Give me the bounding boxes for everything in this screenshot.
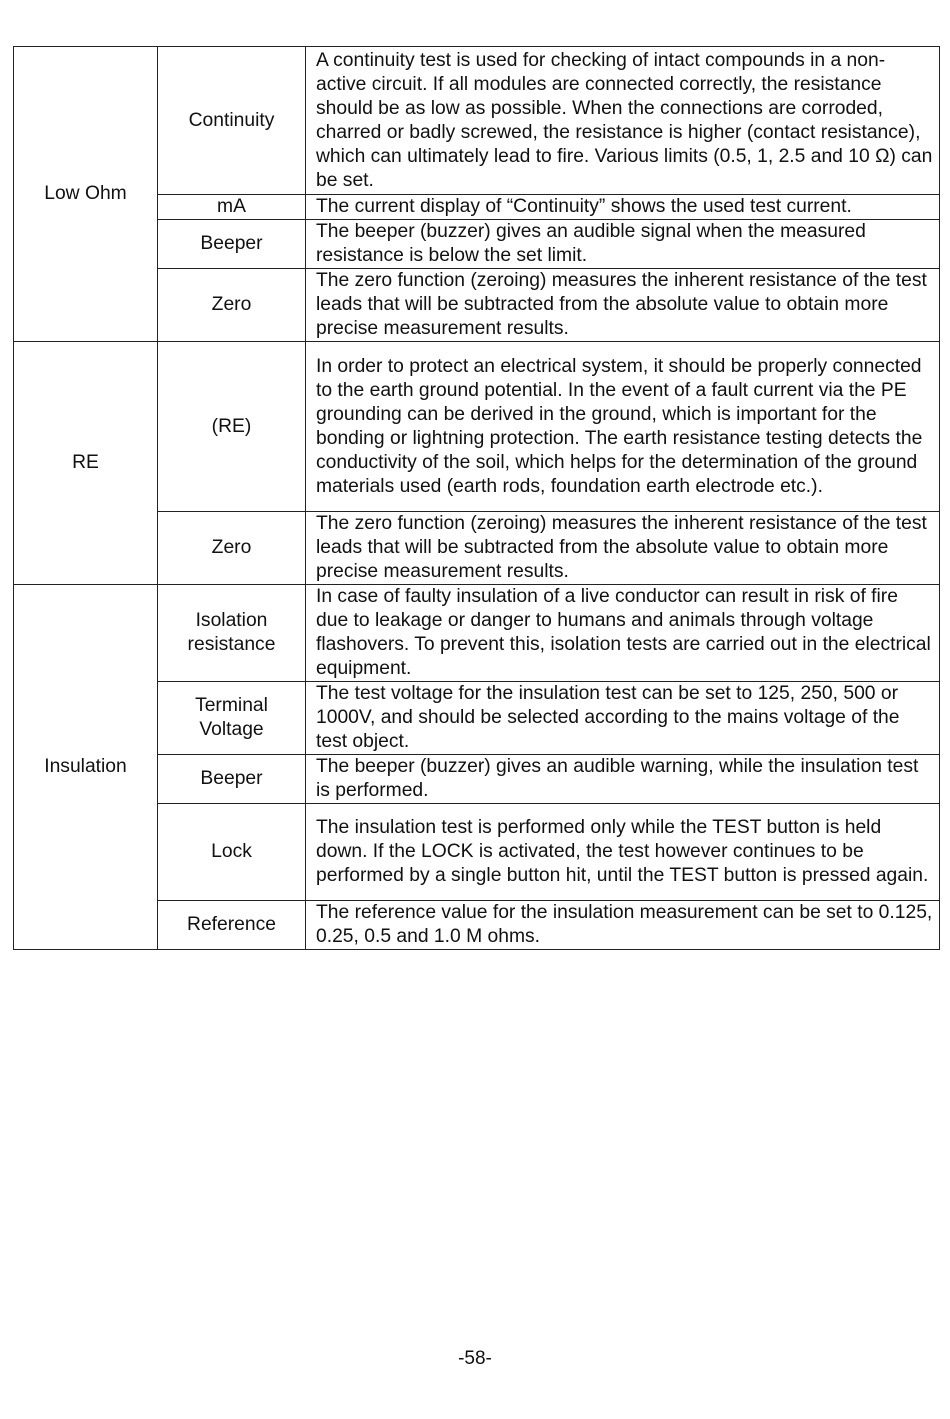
- function-description: The insulation test is performed only while the TEST button is held down. If the LOCK is activated, the test however continues to be performed by a single button hit, until the TEST button is pressed again.: [306, 804, 940, 901]
- function-name: Isolation resistance: [158, 585, 306, 682]
- page-number: -58-: [458, 1348, 492, 1369]
- function-description: In order to protect an electrical system, it should be properly connected to the earth ground potential. In the event of a fault current via the PE grounding can be derived in the ground, which is important for the bonding or lightning protection. The earth resistance testing detects the conductivity of the soil, which helps for the determination of the ground materials used (earth rods, foundation earth electrode etc.).: [306, 342, 940, 512]
- function-description: The beeper (buzzer) gives an audible warning, while the insulation test is performed.: [306, 755, 940, 804]
- group-label-low-ohm: Low Ohm: [14, 47, 158, 342]
- function-table: [13, 46, 940, 950]
- table-row: [14, 47, 940, 195]
- function-name: Reference: [158, 901, 306, 950]
- function-name: Beeper: [158, 220, 306, 269]
- function-description: A continuity test is used for checking of intact compounds in a non-active circuit. If all modules are connected correctly, the resistance should be as low as possible. When the connections are corroded, charred or badly screwed, the resistance is higher (contact resistance), which can ultimately lead to fire. Various limits (0.5, 1, 2.5 and 10 Ω) can be set.: [306, 47, 940, 195]
- function-description: The current display of “Continuity” shows the used test current.: [306, 195, 940, 220]
- group-label-insulation: Insulation: [14, 585, 158, 950]
- function-name: Beeper: [158, 755, 306, 804]
- function-description: The beeper (buzzer) gives an audible signal when the measured resistance is below the set limit.: [306, 220, 940, 269]
- table-row: [14, 342, 940, 512]
- group-label-re: RE: [14, 342, 158, 585]
- function-name: mA: [158, 195, 306, 220]
- function-description: The zero function (zeroing) measures the inherent resistance of the test leads that will be subtracted from the absolute value to obtain more precise measurement results.: [306, 269, 940, 342]
- table-row: [14, 585, 940, 682]
- function-name: Continuity: [158, 47, 306, 195]
- function-description: The zero function (zeroing) measures the inherent resistance of the test leads that will be subtracted from the absolute value to obtain more precise measurement results.: [306, 512, 940, 585]
- function-name: Terminal Voltage: [158, 682, 306, 755]
- function-name: Zero: [158, 269, 306, 342]
- function-name: Lock: [158, 804, 306, 901]
- function-name: Zero: [158, 512, 306, 585]
- function-description: The test voltage for the insulation test can be set to 125, 250, 500 or 1000V, and should be selected according to the mains voltage of the test object.: [306, 682, 940, 755]
- function-description: The reference value for the insulation measurement can be set to 0.125, 0.25, 0.5 and 1.0 M ohms.: [306, 901, 940, 950]
- function-name: (RE): [158, 342, 306, 512]
- function-description: In case of faulty insulation of a live conductor can result in risk of fire due to leakage or danger to humans and animals through voltage flashovers. To prevent this, isolation tests are carried out in the electrical equipment.: [306, 585, 940, 682]
